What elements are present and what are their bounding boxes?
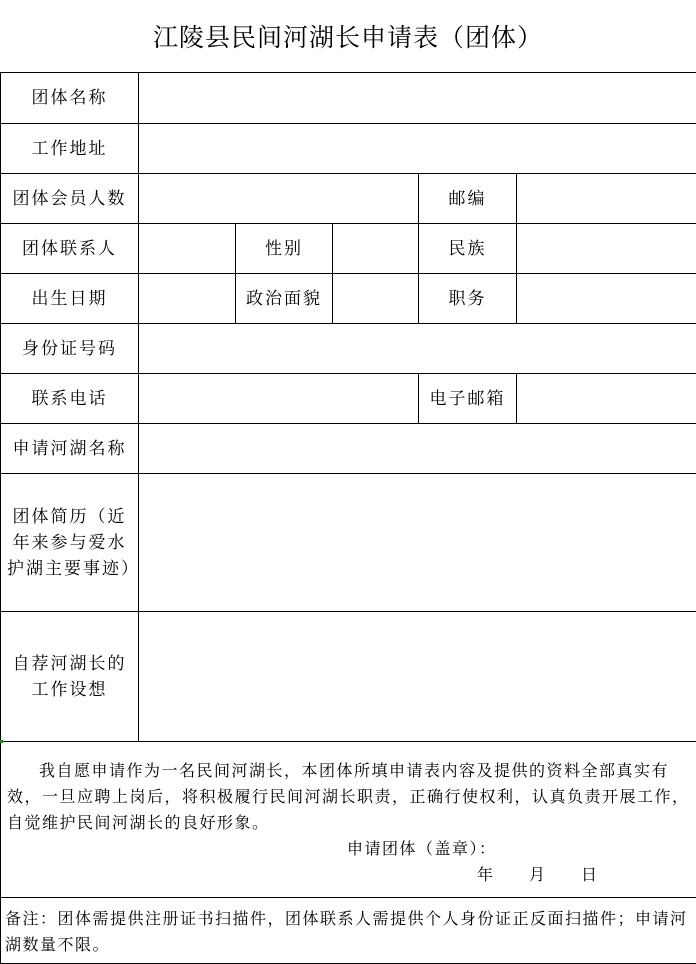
id-number-field[interactable]: [139, 324, 696, 374]
row-work-address: [1, 124, 696, 174]
label-id-number: 身份证号码: [1, 324, 139, 374]
label-political-status: 政治面貌: [236, 274, 333, 324]
label-group-name: 团体名称: [1, 73, 139, 124]
declaration-block: [1, 742, 696, 898]
work-address-field[interactable]: [139, 124, 696, 174]
label-position: 职务: [419, 274, 517, 324]
label-gender: 性别: [236, 224, 333, 274]
label-work-address: 工作地址: [1, 124, 139, 174]
row-resume: [1, 474, 696, 612]
label-work-plan: 自荐河湖长的工作设想: [1, 612, 139, 742]
political-status-field[interactable]: [333, 274, 419, 324]
label-ethnicity: 民族: [419, 224, 517, 274]
work-plan-field[interactable]: [139, 612, 696, 742]
row-group-name: [1, 73, 696, 124]
label-resume: 团体简历（近年来参与爱水护湖主要事迹）: [1, 474, 139, 612]
date-line: [7, 862, 690, 888]
row-member-count: [1, 174, 696, 224]
application-form-table: [0, 72, 696, 964]
declaration-text: 我自愿申请作为一名民间河湖长，本团体所填申请表内容及提供的资料全部真实有效，一旦应聘上岗后，将积极履行民间河湖长职责，正确行使权利，认真负责开展工作，自觉维护民间河湖长的良好形象。: [7, 758, 690, 836]
date-year: 年: [477, 862, 529, 888]
email-field[interactable]: [517, 374, 696, 424]
row-declaration: [1, 742, 696, 898]
group-name-field[interactable]: [139, 73, 696, 124]
form-title: 江陵县民间河湖长申请表（团体）: [0, 0, 696, 72]
row-birth-date: [1, 274, 696, 324]
cell-corner-marker: [0, 740, 3, 743]
gender-field[interactable]: [333, 224, 419, 274]
birth-date-field[interactable]: [139, 274, 236, 324]
label-contact-person: 团体联系人: [1, 224, 139, 274]
row-lake-name: [1, 424, 696, 474]
label-member-count: 团体会员人数: [1, 174, 139, 224]
position-field[interactable]: [517, 274, 696, 324]
label-lake-name: 申请河湖名称: [1, 424, 139, 474]
phone-field[interactable]: [139, 374, 419, 424]
row-phone: [1, 374, 696, 424]
label-birth-date: 出生日期: [1, 274, 139, 324]
row-work-plan: [1, 612, 696, 742]
row-note: [1, 898, 696, 964]
row-id-number: [1, 324, 696, 374]
member-count-field[interactable]: [139, 174, 419, 224]
label-phone: 联系电话: [1, 374, 139, 424]
signature-label: 申请团体（盖章）：: [7, 836, 690, 862]
contact-person-field[interactable]: [139, 224, 236, 274]
resume-field[interactable]: [139, 474, 696, 612]
date-month: 月: [529, 862, 581, 888]
postcode-field[interactable]: [517, 174, 696, 224]
date-day: 日: [581, 862, 633, 888]
row-contact-person: [1, 224, 696, 274]
note-text: 备注：团体需提供注册证书扫描件，团体联系人需提供个人身份证正反面扫描件；申请河湖数量不限。: [1, 898, 696, 964]
ethnicity-field[interactable]: [517, 224, 696, 274]
label-email: 电子邮箱: [419, 374, 517, 424]
label-postcode: 邮编: [419, 174, 517, 224]
lake-name-field[interactable]: [139, 424, 696, 474]
